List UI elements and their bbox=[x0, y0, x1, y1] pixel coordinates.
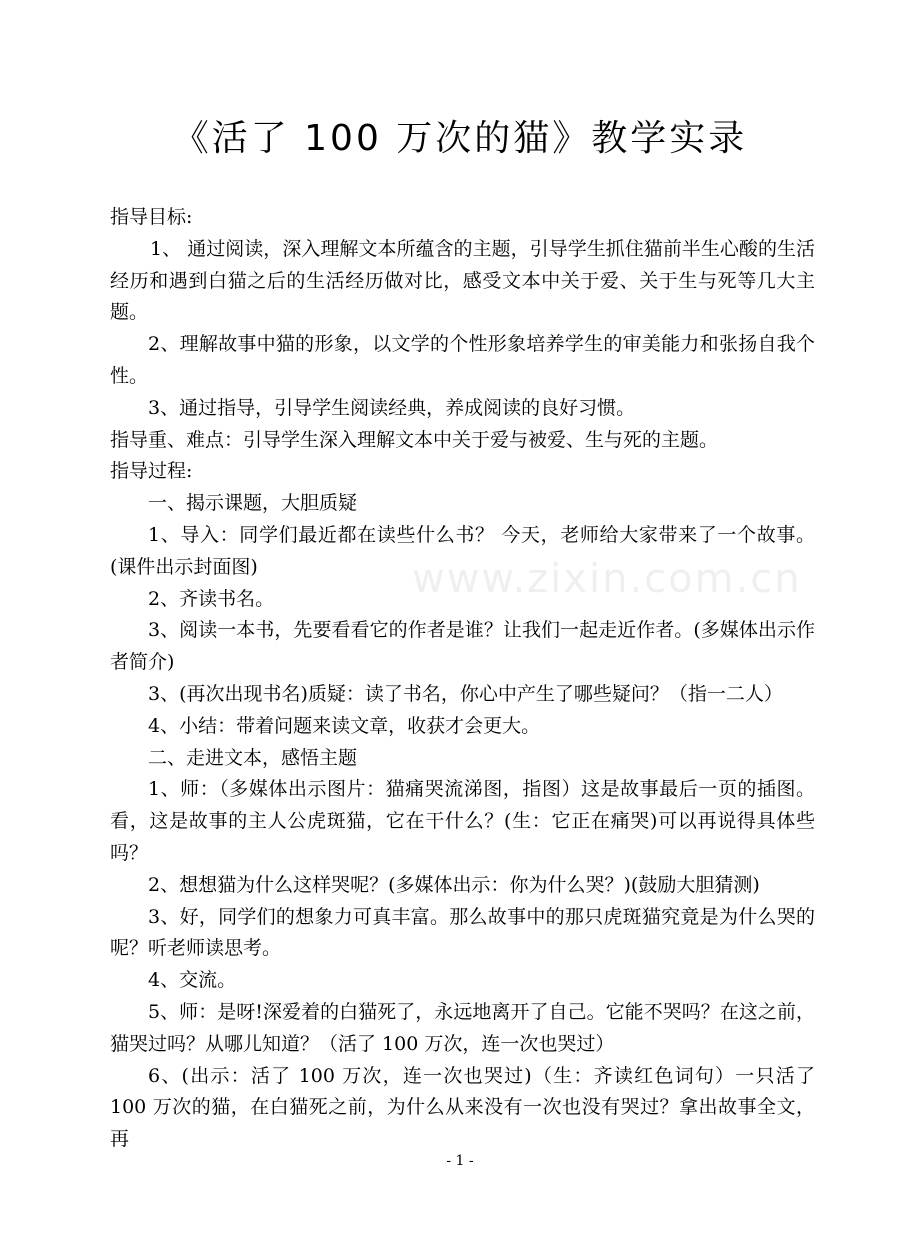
section-heading-process: 指导过程: bbox=[110, 460, 193, 483]
paragraph: 3、(再次出现书名)质疑：读了书名，你心中产生了哪些疑问？（指一二人） bbox=[148, 682, 783, 705]
watermark: www.zixin.com.cn bbox=[412, 556, 802, 602]
page-number: - 1 - bbox=[446, 1153, 474, 1169]
section-heading-goals: 指导目标: bbox=[110, 206, 193, 228]
paragraph: 1、 通过阅读，深入理解文本所蕴含的主题，引导学生抓住猫前半生心酸的生活经历和遇到白猫之后的生活经历做对比，感受文本中关于爱、关于生与死等几大主题。 bbox=[110, 237, 815, 324]
paragraph: 1、师：（多媒体出示图片：猫痛哭流涕图，指图）这是故事最后一页的插图。看，这是故事的主人公虎斑猫，它在干什么？(生：它正在痛哭)可以再说得具体些吗？ bbox=[110, 778, 815, 864]
paragraph: 6、(出示：活了 100 万次，连一次也哭过)（生：齐读红色词句）一只活了 100 万次的猫，在白猫死之前，为什么从来没有一次也没有哭过？拿出故事全文，再 bbox=[110, 1064, 815, 1151]
paragraph: 2、齐读书名。 bbox=[148, 587, 275, 610]
subsection-heading: 二、走进文本，感悟主题 bbox=[148, 746, 358, 769]
subsection-heading: 一、揭示课题，大胆质疑 bbox=[148, 492, 358, 515]
paragraph: 2、理解故事中猫的形象，以文学的个性形象培养学生的审美能力和张扬自我个性。 bbox=[110, 333, 815, 387]
paragraph: 5、师：是呀!深爱着的白猫死了，永远地离开了自己。它能不哭吗？在这之前，猫哭过吗？从哪儿知道？（活了 100 万次，连一次也哭过） bbox=[110, 1000, 815, 1055]
document-body bbox=[110, 202, 815, 1156]
paragraph: 3、好，同学们的想象力可真丰富。那么故事中的那只虎斑猫究竟是为什么哭的呢？听老师读思考。 bbox=[110, 905, 815, 960]
paragraph: 4、小结：带着问题来读文章，收获才会更大。 bbox=[148, 714, 541, 737]
paragraph: 4、交流。 bbox=[148, 969, 237, 992]
paragraph: 2、想想猫为什么这样哭呢？(多媒体出示：你为什么哭？)(鼓励大胆猜测) bbox=[148, 873, 760, 896]
paragraph: 3、阅读一本书，先要看看它的作者是谁？让我们一起走近作者。(多媒体出示作者简介) bbox=[110, 619, 815, 674]
paragraph: 3、通过指导，引导学生阅读经典，养成阅读的良好习惯。 bbox=[148, 396, 636, 419]
paragraph: 1、导入：同学们最近都在读些什么书？ 今天，老师给大家带来了一个故事。(课件出示封面图) bbox=[110, 523, 815, 578]
section-heading-key-points: 指导重、难点：引导学生深入理解文本中关于爱与被爱、生与死的主题。 bbox=[110, 428, 719, 451]
document-title: 《活了 100 万次的猫》教学实录 bbox=[172, 118, 748, 159]
